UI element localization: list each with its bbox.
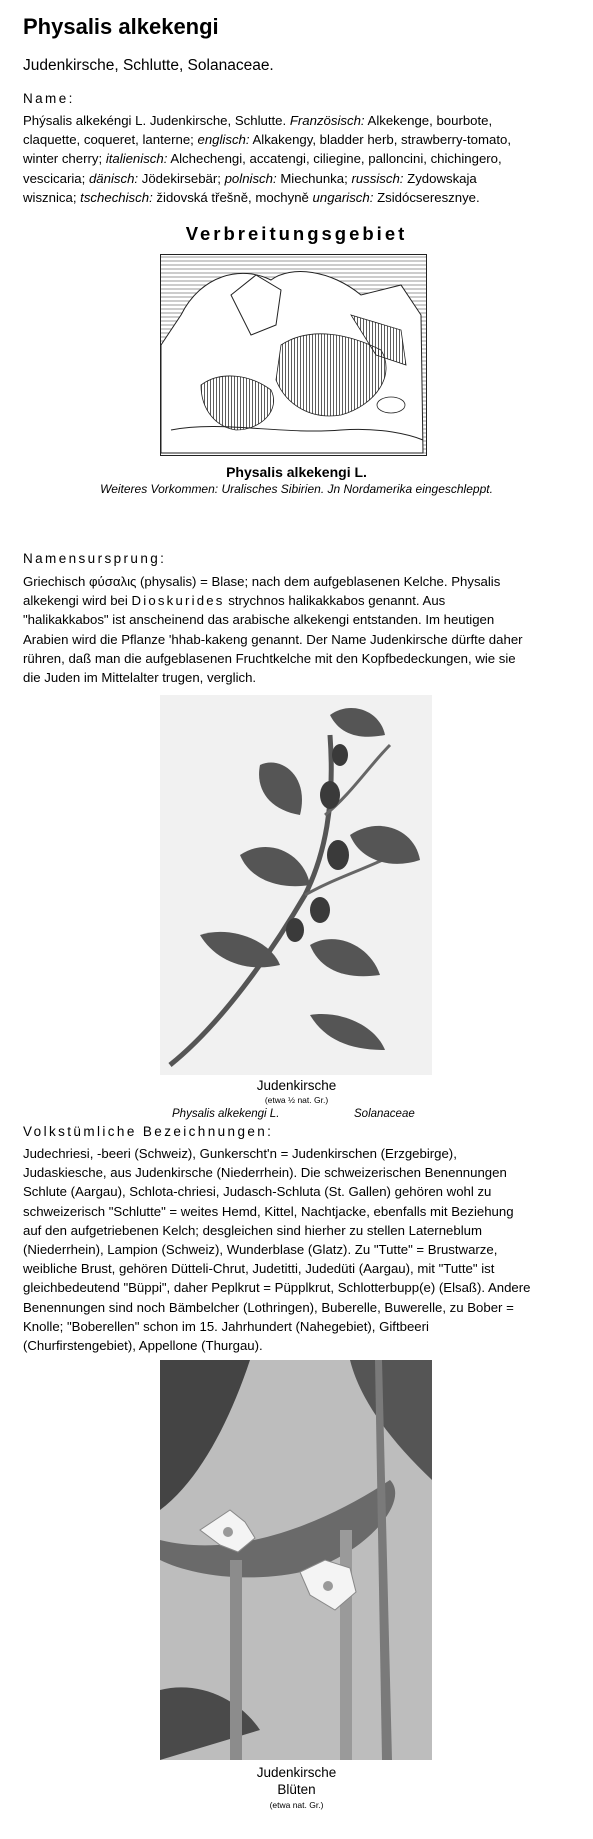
flower-photo: [160, 1360, 432, 1760]
map-heading: Verbreitungsgebiet: [185, 223, 408, 244]
folk-line: Knolle; "Boberellen" schon im 15. Jahrhundert (Nahegebiet), Giftbeeri: [23, 1318, 429, 1334]
name-line: claquette, coqueret, lanterne; englisch: Alkakengy, bladder herb, strawberry-tomato,: [23, 132, 511, 148]
name-line: wisznica; tschechisch: židovská třešně, mochyně ungarisch: Zsidócseresznye.: [23, 189, 480, 205]
folk-line: schweizerisch "Schlutte" = weites Hemd, Kittel, Nachtjacke, ebenfalls mit Beziehung: [23, 1203, 514, 1219]
fig1-family: Solanaceae: [354, 1108, 415, 1120]
fig1-caption: Judenkirsche: [256, 1078, 337, 1093]
folk-line: (Niederrhein), Lampion (Schweiz), Wunderblase (Glatz). Zu "Tutte" = Brustwarze,: [23, 1242, 498, 1258]
folk-paragraph: [23, 1144, 563, 1355]
origin-heading: Namensursprung:: [23, 551, 167, 566]
map-caption-sub: Weiteres Vorkommen: Uralisches Sibirien. Jn Nordamerika eingeschleppt.: [100, 482, 493, 496]
folk-heading: Volkstümliche Bezeichnungen:: [23, 1124, 274, 1139]
folk-line: Judechriesi, -beeri (Schweiz), Gunkerscht'n = Judenkirschen (Erzgebirge),: [23, 1146, 457, 1161]
name-line: winter cherry; italienisch: Alchechengi, accatengi, ciliegine, palloncini, chichingero,: [23, 151, 502, 167]
folk-line: Schlute (Aargau), Schlota-chriesi, Judasch-Schluta (St. Gallen) gehören wohl zu: [23, 1184, 492, 1200]
fig1-scale: (etwa ½ nat. Gr.): [264, 1095, 329, 1105]
folk-line: gleichbedeutend "Büppi", daher Peplkrut = Püpplkrut, Schlotterbupp(e) (Elsaß). Andere: [23, 1280, 531, 1296]
folk-line: (Churfirstengebiet), Appellone (Thurgau).: [23, 1338, 263, 1354]
folk-line: Benennungen sind noch Bämbelcher (Lothringen), Buberelle, Buwerelle, zu Bober =: [23, 1299, 514, 1315]
folk-line: auf den aufgetriebenen Kelch; desgleichen sind hierher zu stellen Laterneblum: [23, 1222, 482, 1238]
origin-line: die Juden im Mittelalter trugen, verglich.: [23, 670, 257, 686]
fig2-scale: (etwa nat. Gr.): [269, 1800, 324, 1810]
distribution-map: [160, 254, 427, 456]
plant-illustration: [160, 695, 432, 1075]
name-line: vescicaria; dänisch: Jödekirsebär; polnisch: Miechunka; russisch: Zydowskaja: [23, 170, 477, 186]
plant-photo: [160, 695, 432, 1075]
fig2-caption2: Blüten: [277, 1782, 316, 1797]
origin-line: alkekengi wird bei Dioskurides strychnos halikakkabos genannt. Aus: [23, 593, 446, 609]
origin-line: Griechisch φύσαλις (physalis) = Blase; nach dem aufgeblasenen Kelche. Physalis: [23, 574, 501, 589]
folk-line: Judaskiesche, aus Judenkirsche (Niederrhein). Die schweizerischen Benennungen: [23, 1165, 507, 1181]
fig1-species: Physalis alkekengi L.: [172, 1108, 280, 1120]
fig2-caption: Judenkirsche: [256, 1765, 337, 1780]
page-subtitle: Judenkirsche, Schlutte, Solanaceae.: [23, 57, 274, 74]
map-caption-title: Physalis alkekengi L.: [226, 464, 367, 480]
name-line: Phýsalis alkekéngi L. Judenkirsche, Schlutte. Französisch: Alkekenge, bourbote,: [23, 113, 493, 128]
map-figure: [161, 255, 426, 455]
origin-paragraph: [23, 572, 563, 687]
origin-line: Arabien wird die Pflanze 'hhab-kakeng genannt. Der Name Judenkirsche dürfte daher: [23, 631, 523, 647]
name-heading: Name:: [23, 91, 75, 106]
origin-line: "halikakkabos" ist anscheinend das arabische alkekengi entstanden. Im heutigen: [23, 612, 495, 628]
page-title: Physalis alkekengi: [23, 14, 219, 39]
flower-illustration: [160, 1360, 432, 1760]
folk-line: weibliche Brust, gehören Dütteli-Chrut, Judetitti, Judedüti (Aargau), mit "Tutte" ist: [23, 1261, 495, 1277]
name-paragraph: [23, 111, 563, 207]
origin-line: rühren, daß man die aufgeblasenen Fruchtkelche mit den Kopfbedeckungen, wie sie: [23, 650, 516, 666]
